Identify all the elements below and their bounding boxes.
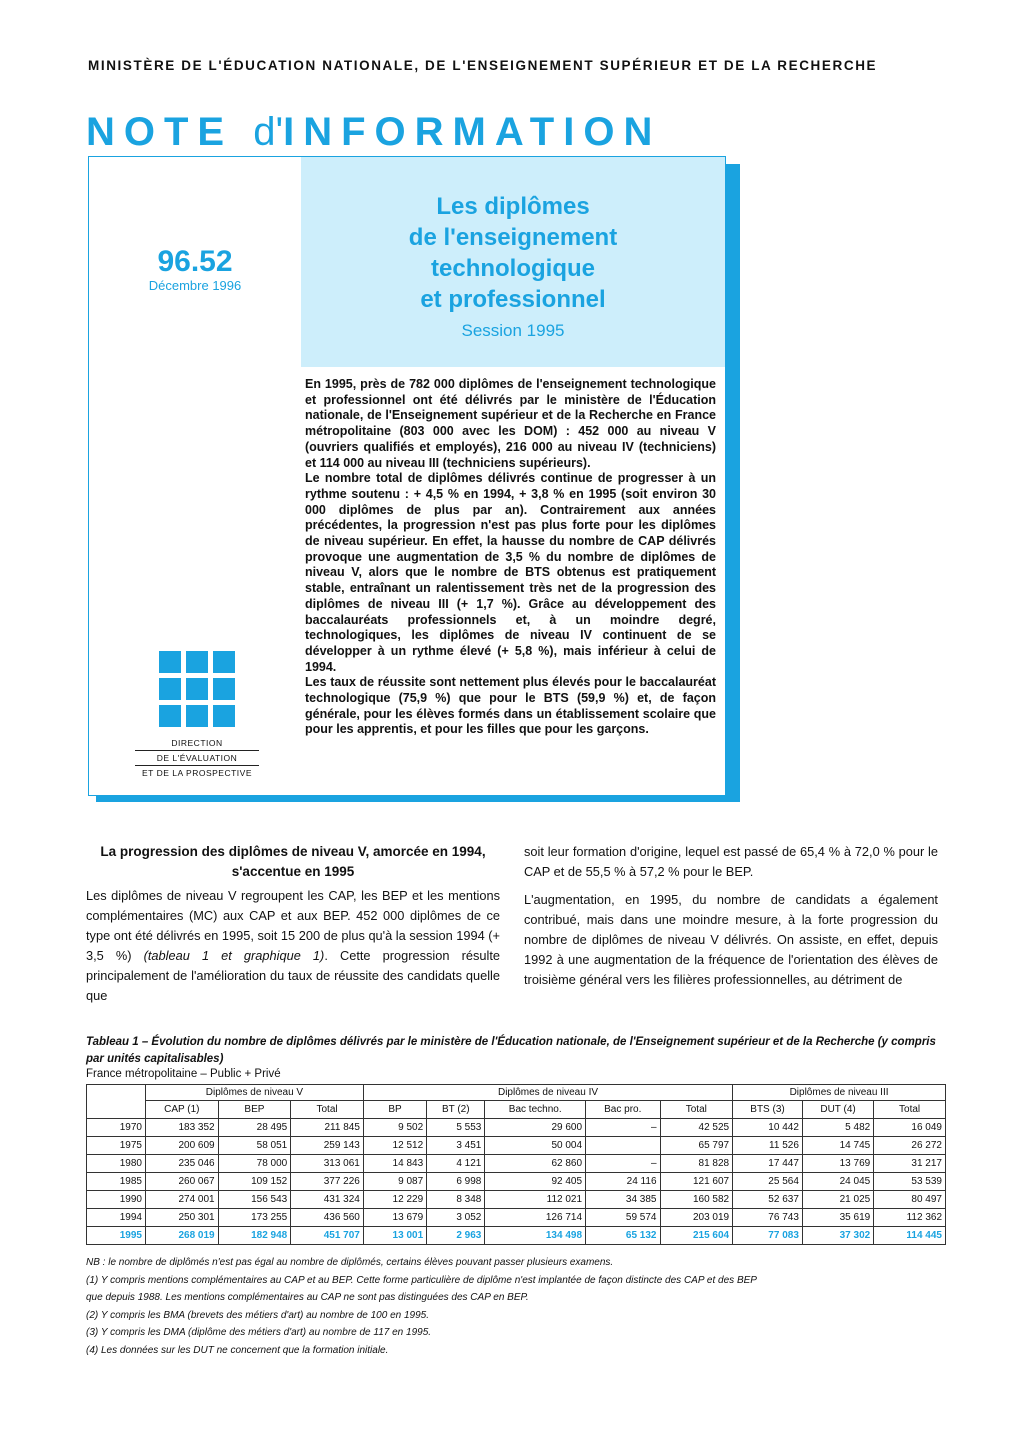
table-note: NB : le nombre de diplômés n'est pas égal au nombre de diplômés, certains élèves pouvant passer plusieurs examens. [86,1257,614,1268]
table-body [87,1119,946,1245]
body-paragraph [86,886,500,1006]
table-cell: 182 948 [218,1227,291,1245]
body-paragraph: soit leur formation d'origine, lequel est passé de 65,4 % à 72,0 % pour le CAP et de 55,5 % à 57,2 % pour le BEP. [524,844,938,879]
table-row [87,1209,946,1227]
column-header: Bac techno. [485,1101,586,1119]
table-cell: 10 442 [733,1119,803,1137]
summary-paragraph: En 1995, près de 782 000 diplômes de l'enseignement technologique et professionnel ont été délivrés par le ministère de l'Éducation nationale, de l'Enseignement supérieur et de la Recherche en France métropolitaine (803 000 avec les DOM) : 452 000 au niveau V (ouvriers qualifiés et employés), 216 000 au niveau IV (techniciens) et 114 000 au niveau III (techniciens supérieurs). [305,377,716,470]
table-cell: 13 769 [802,1155,873,1173]
table-note: (4) Les données sur les DUT ne concernent que la formation initiale. [86,1344,389,1356]
table-cell: 377 226 [291,1173,364,1191]
table-cell: 58 051 [218,1137,291,1155]
table-cell: 34 385 [586,1191,660,1209]
table-note: (3) Y compris les DMA (diplôme des métiers d'art) au nombre de 117 en 1995. [86,1327,432,1338]
publication-title [86,110,661,155]
table-cell: 2 963 [427,1227,485,1245]
table-reference: (tableau 1 et graphique 1) [143,948,325,963]
year-cell: 1975 [87,1137,146,1155]
title-d: d' [253,110,284,154]
table-cell: 35 619 [802,1209,873,1227]
column-header: Total [660,1101,733,1119]
table-cell: 183 352 [146,1119,219,1137]
body-text: . Cette progression résulte principalement de l'amélioration du taux de réussite des candidats quelle que [86,948,500,1003]
column-header: CAP (1) [146,1101,219,1119]
table-cell: – [586,1119,660,1137]
table-cell: 12 229 [363,1191,426,1209]
table-cell: 259 143 [291,1137,364,1155]
table-note: (2) Y compris les BMA (brevets des métiers d'art) au nombre de 100 en 1995. [86,1309,429,1321]
table-cell: 451 707 [291,1227,364,1245]
table-cell: 250 301 [146,1209,219,1227]
title-note: NOTE [86,110,254,154]
table-cell: 62 860 [485,1155,586,1173]
table-cell: 50 004 [485,1137,586,1155]
column-header: Bac pro. [586,1101,660,1119]
title-line: Les diplômes [436,193,590,220]
table-cell: 268 019 [146,1227,219,1245]
table-row [87,1137,946,1155]
title-line: de l'enseignement [408,224,618,251]
table-cell: 6 998 [427,1173,485,1191]
table-cell: 37 302 [802,1227,873,1245]
table-cell: 134 498 [485,1227,586,1245]
table-cell: 274 001 [146,1191,219,1209]
table-cell: 29 600 [485,1119,586,1137]
title-panel [301,157,725,367]
table-cell: 14 745 [802,1137,873,1155]
year-cell: 1970 [87,1119,146,1137]
table-row [87,1119,946,1137]
table-cell: 156 543 [218,1191,291,1209]
table-row [87,1173,946,1191]
table-cell: 9 087 [363,1173,426,1191]
table-cell: 78 000 [218,1155,291,1173]
table-note: (1) Y compris mentions complémentaires au CAP et au BEP. Cette forme particulière de diplôme n'est implantée de façon distincte des CAP et des BEP [86,1274,757,1286]
table-cell: 31 217 [874,1155,946,1173]
table-cell: 52 637 [733,1191,803,1209]
document-title [301,191,725,315]
column-header-row [87,1101,946,1119]
table-cell: 80 497 [874,1191,946,1209]
table-cell: 126 714 [485,1209,586,1227]
table-cell: 235 046 [146,1155,219,1173]
table-cell: 203 019 [660,1209,733,1227]
summary-paragraph: Le nombre total de diplômes délivrés continue de progresser à un rythme soutenu : + 4,5 % en 1994, + 3,8 % en 1995 (soit environ 30 000 diplômes de plus par an). Contrairement aux années précédentes, la progression n'est pas plus forte pour les diplômes de niveau supérieur. En effet, la hausse du nombre de CAP délivrés provoque une augmentation de 3,5 % du nombre de diplômes de niveau V, alors que le nombre de BTS obtenus est pratiquement stable, entraînant un ralentissement très net de la progression des diplômes de niveau III (+ 1,7 %). Grâce au développement des baccalauréats professionnels et, à un moindre degré, technologiques, les diplômes de niveau IV continuent de se développer à un rythme élevé (+ 5,8 %), mais inférieur à celui de 1994. [305,471,716,674]
column-header: BT (2) [427,1101,485,1119]
table-cell: 173 255 [218,1209,291,1227]
table-cell: 92 405 [485,1173,586,1191]
table-cell [586,1137,660,1155]
table-cell: 9 502 [363,1119,426,1137]
column-header: BP [363,1101,426,1119]
title-line: et professionnel [420,286,606,313]
table-cell: 42 525 [660,1119,733,1137]
ministry-logo [159,651,235,727]
body-paragraph: L'augmentation, en 1995, du nombre de candidats a également contribué, mais dans une moindre mesure, à la forte progression du nombre de diplômes de niveau V délivrés. On assiste, en effet, depuis 1992 à une augmentation de la fréquence de l'orientation des élèves de troisième général vers les filières professionnelles, au détriment de [524,892,938,987]
table-cell: 14 843 [363,1155,426,1173]
year-cell: 1980 [87,1155,146,1173]
table-cell: 200 609 [146,1137,219,1155]
table-cell: 25 564 [733,1173,803,1191]
table-cell: – [586,1155,660,1173]
table-cell: 13 001 [363,1227,426,1245]
ministry-header: MINISTÈRE DE L'ÉDUCATION NATIONALE, DE L'ENSEIGNEMENT SUPÉRIEUR ET DE LA RECHERCHE [88,58,878,73]
table-cell: 3 052 [427,1209,485,1227]
body-text: Les diplômes de niveau V regroupent les CAP, les BEP et les mentions complémentaires (MC) aux CAP et aux BEP. 452 000 diplômes de ce type ont été délivrés en 1995, soit 15 200 de plus qu'à la session 1994 (+ 3,5 %) [86,888,501,963]
table-cell: 121 607 [660,1173,733,1191]
article-left-column [86,842,500,1006]
title-line: technologique [431,255,595,282]
table-subtitle: France métropolitaine – Public + Privé [86,1068,281,1080]
table-cell: 5 553 [427,1119,485,1137]
section-heading: La progression des diplômes de niveau V, amorcée en 1994, s'accentue en 1995 [100,844,486,879]
diplomas-table [86,1084,946,1245]
year-cell: 1995 [87,1227,146,1245]
note-date: Décembre 1996 [148,278,242,293]
direction-label [129,737,265,779]
table-cell: 431 324 [291,1191,364,1209]
table-cell: 211 845 [291,1119,364,1137]
direction-line: ET DE LA PROSPECTIVE [142,768,252,778]
table-cell: 114 445 [874,1227,946,1245]
table-cell: 13 679 [363,1209,426,1227]
title-information: INFORMATION [283,110,662,154]
direction-line: DE L'ÉVALUATION [156,753,238,763]
column-header: DUT (4) [802,1101,873,1119]
table-cell: 260 067 [146,1173,219,1191]
group-header: Diplômes de niveau III [733,1085,946,1101]
year-header [87,1085,146,1119]
table-cell: 24 116 [586,1173,660,1191]
table-cell: 5 482 [802,1119,873,1137]
table-notes [86,1254,946,1359]
table-cell: 313 061 [291,1155,364,1173]
column-header: Total [874,1101,946,1119]
table-cell: 21 025 [802,1191,873,1209]
table-cell: 215 604 [660,1227,733,1245]
table-cell: 4 121 [427,1155,485,1173]
table-note: que depuis 1988. Les mentions complémentaires au CAP ne sont pas distinguées des CAP en BEP. [86,1292,529,1303]
table-cell: 81 828 [660,1155,733,1173]
table-cell: 65 797 [660,1137,733,1155]
summary-paragraph: Les taux de réussite sont nettement plus élevés pour le baccalauréat technologique (75,9 %) que pour le BTS (59,9 %) et, de façon générale, pour les élèves formés dans un établissement scolaire que pour les apprentis, et pour les filles que pour les garçons. [305,675,716,737]
table-cell: 65 132 [586,1227,660,1245]
table-cell: 17 447 [733,1155,803,1173]
table-cell: 76 743 [733,1209,803,1227]
note-number: 96.52 [157,245,233,278]
year-cell: 1985 [87,1173,146,1191]
group-header: Diplômes de niveau V [146,1085,364,1101]
table-cell: 28 495 [218,1119,291,1137]
table-row [87,1191,946,1209]
year-cell: 1990 [87,1191,146,1209]
summary-text [305,377,716,738]
group-header: Diplômes de niveau IV [363,1085,732,1101]
table-cell: 12 512 [363,1137,426,1155]
session-label: Session 1995 [461,321,565,340]
summary-box [88,156,726,796]
table-cell: 77 083 [733,1227,803,1245]
table-cell: 8 348 [427,1191,485,1209]
table-row [87,1227,946,1245]
table-cell: 3 451 [427,1137,485,1155]
column-header: BTS (3) [733,1101,803,1119]
direction-line: DIRECTION [171,738,223,748]
table-cell: 11 526 [733,1137,803,1155]
table-row [87,1155,946,1173]
year-cell: 1994 [87,1209,146,1227]
table-cell: 109 152 [218,1173,291,1191]
table-cell: 53 539 [874,1173,946,1191]
table-cell: 112 021 [485,1191,586,1209]
column-header: Total [291,1101,364,1119]
table-caption: Tableau 1 – Évolution du nombre de diplômes délivrés par le ministère de l'Éducation nationale, de l'Enseignement supérieur et de la Recherche (y compris par unités capitalisables) [86,1036,936,1065]
column-header: BEP [218,1101,291,1119]
table-cell: 436 560 [291,1209,364,1227]
article-right-column [524,842,938,990]
table-cell: 112 362 [874,1209,946,1227]
table-cell: 59 574 [586,1209,660,1227]
table-cell: 16 049 [874,1119,946,1137]
table-cell: 24 045 [802,1173,873,1191]
table-cell: 26 272 [874,1137,946,1155]
table-cell: 160 582 [660,1191,733,1209]
